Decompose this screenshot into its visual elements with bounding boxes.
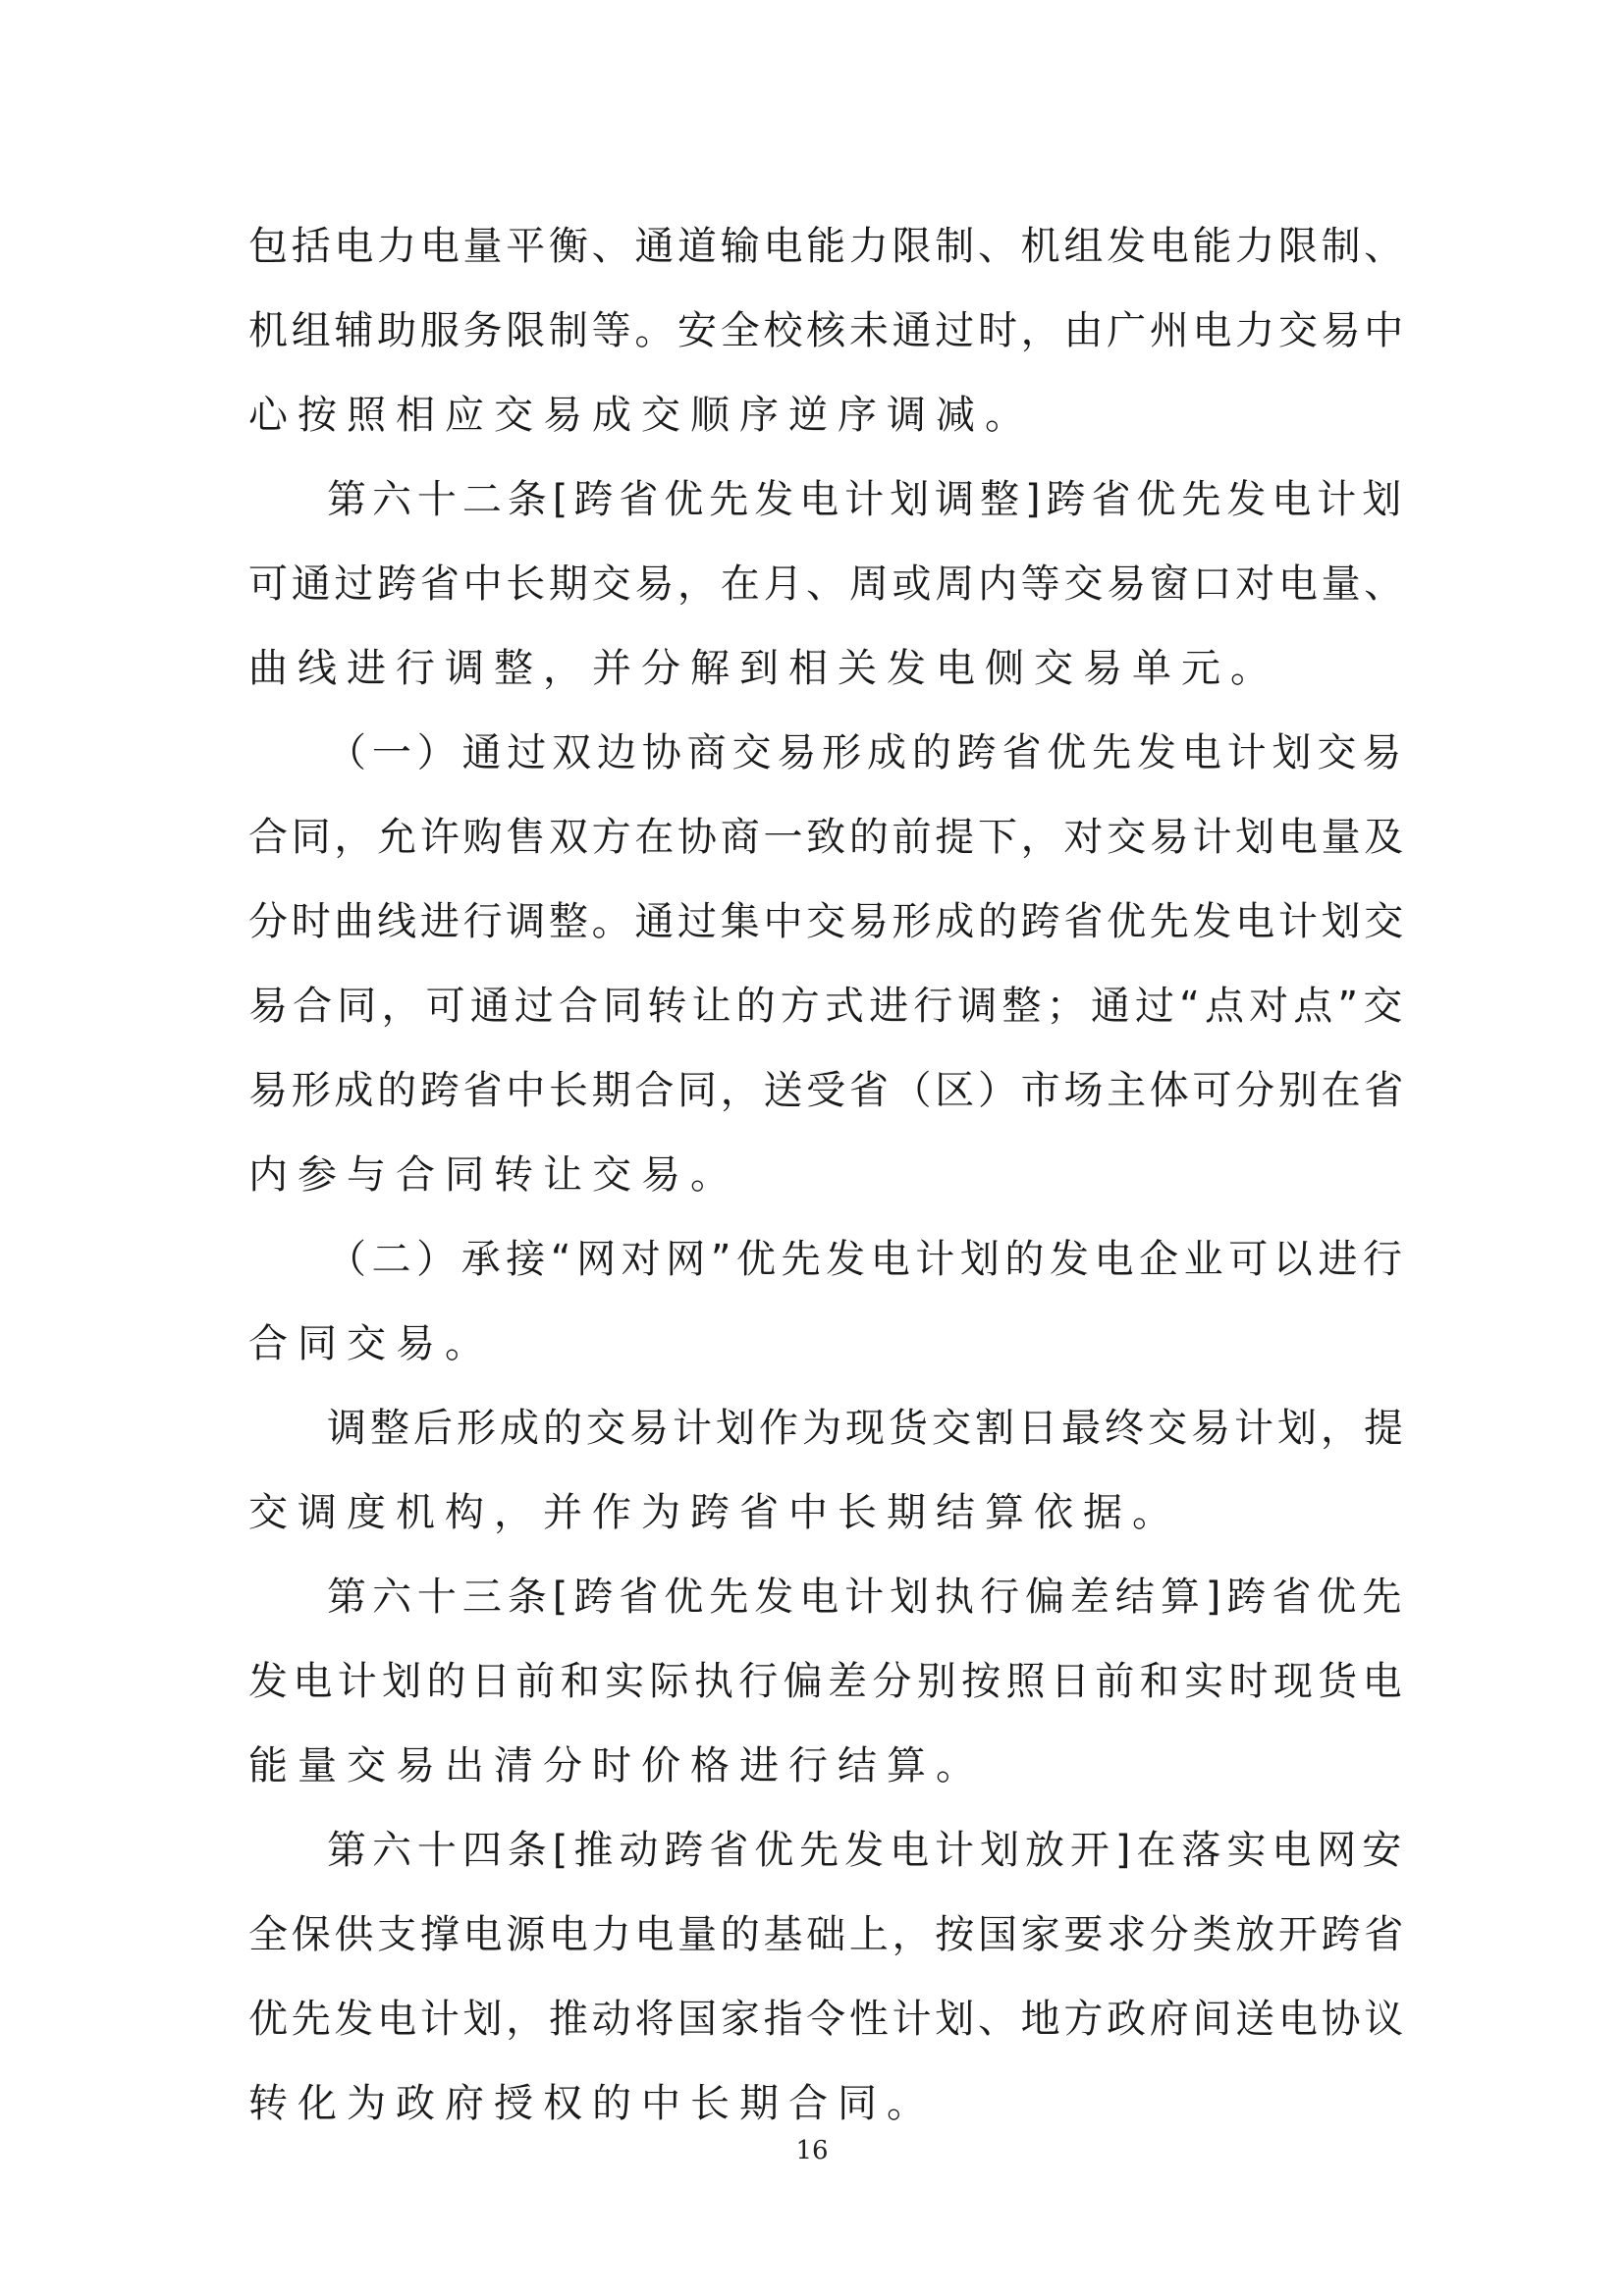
page-number: 16 — [795, 2136, 829, 2165]
text-line: 发电计划的日前和实际执行偏差分别按照日前和实时现货电 — [248, 1659, 1407, 1704]
text-line: 曲线进行调整，并分解到相关发电侧交易单元。 — [248, 646, 1279, 691]
text-line: 合同，允许购售双方在协商一致的前提下，对交易计划电量及 — [248, 815, 1407, 860]
text-line: 包括电力电量平衡、通道输电能力限制、机组发电能力限制、 — [248, 224, 1407, 269]
text-line: 可通过跨省中长期交易，在月、周或周内等交易窗口对电量、 — [248, 561, 1407, 607]
text-line: 分时曲线进行调整。通过集中交易形成的跨省优先发电计划交 — [248, 899, 1407, 944]
text-line: 能量交易出清分时价格进行结算。 — [248, 1743, 985, 1789]
text-line: （二）承接“网对网”优先发电计划的发电企业可以进行 — [327, 1237, 1408, 1282]
text-line: 心按照相应交易成交顺序逆序调减。 — [248, 393, 1034, 438]
text-line: 全保供支撑电源电力电量的基础上，按国家要求分类放开跨省 — [248, 1912, 1407, 1957]
text-line: 合同交易。 — [248, 1321, 494, 1366]
text-line: 易形成的跨省中长期合同，送受省（区）市场主体可分别在省 — [248, 1068, 1407, 1113]
text-line: 第六十四条[推动跨省优先发电计划放开]在落实电网安 — [327, 1828, 1408, 1873]
text-line: （一）通过双边协商交易形成的跨省优先发电计划交易 — [327, 730, 1407, 775]
text-line: 交调度机构，并作为跨省中长期结算依据。 — [248, 1490, 1181, 1535]
text-line: 机组辅助服务限制等。安全校核未通过时，由广州电力交易中 — [248, 308, 1407, 353]
text-line: 第六十二条[跨省优先发电计划调整]跨省优先发电计划 — [327, 477, 1408, 522]
text-line: 优先发电计划，推动将国家指令性计划、地方政府间送电协议 — [248, 1997, 1407, 2042]
text-line: 调整后形成的交易计划作为现货交割日最终交易计划，提 — [327, 1406, 1407, 1451]
text-line: 易合同，可通过合同转让的方式进行调整；通过“点对点”交 — [248, 984, 1408, 1029]
text-line: 第六十三条[跨省优先发电计划执行偏差结算]跨省优先 — [327, 1575, 1408, 1620]
text-line: 内参与合同转让交易。 — [248, 1152, 739, 1198]
text-line: 转化为政府授权的中长期合同。 — [248, 2081, 936, 2126]
body-text — [248, 204, 1407, 2146]
